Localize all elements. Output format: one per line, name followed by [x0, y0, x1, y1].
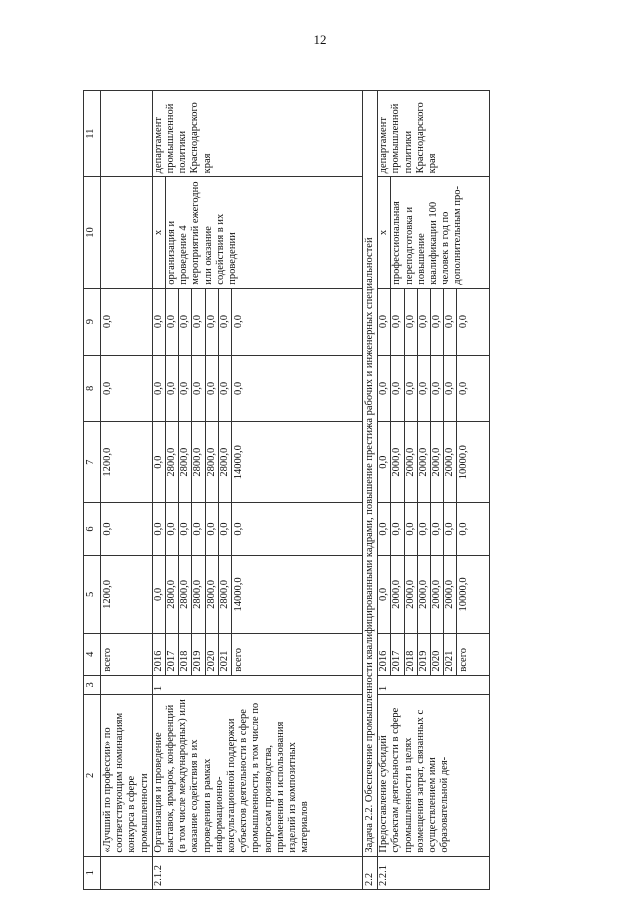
- executor-cell: департамент промышленной политики Краснодарского края: [152, 91, 362, 177]
- value-cell: 2800,0: [192, 422, 205, 503]
- value-cell: 2800,0: [179, 555, 192, 633]
- value-cell: 0,0: [431, 288, 444, 355]
- year-cell: 2017: [166, 633, 179, 675]
- page-number: 12: [313, 32, 327, 47]
- value-cell: 0,0: [232, 503, 363, 556]
- value-cell: 0,0: [457, 355, 490, 422]
- value-cell: 0,0: [166, 503, 179, 556]
- value-cell: 0,0: [166, 288, 179, 355]
- col-header: 5: [84, 555, 101, 633]
- value-cell: 0,0: [218, 355, 231, 422]
- value-cell: 0,0: [444, 503, 457, 556]
- value-cell: 2000,0: [417, 555, 430, 633]
- result-cell: профессиональная переподготовка и повышение квалификации 100 человек в год по дополнительным про-: [391, 177, 490, 288]
- value-cell: 0,0: [444, 355, 457, 422]
- value-cell: 2000,0: [404, 555, 417, 633]
- value-cell: 0,0: [205, 355, 218, 422]
- value-cell: 0,0: [457, 288, 490, 355]
- row-code: 2.1.2: [152, 856, 362, 889]
- table-row: [152, 91, 165, 890]
- value-cell: 14000,0: [232, 555, 363, 633]
- value-cell: 0,0: [378, 555, 391, 633]
- value-cell: 0,0: [205, 288, 218, 355]
- col-header: 3: [84, 675, 101, 694]
- value-cell: 1200,0: [101, 422, 153, 503]
- status-cell: 1: [152, 675, 362, 694]
- year-cell: 2018: [179, 633, 192, 675]
- value-cell: 0,0: [391, 503, 404, 556]
- value-cell: 0,0: [152, 555, 165, 633]
- value-cell: 2800,0: [205, 422, 218, 503]
- rotated-table-sheet: [83, 90, 603, 890]
- year-cell: 2021: [218, 633, 231, 675]
- task-code: 2.2: [363, 856, 378, 889]
- value-cell: 0,0: [232, 288, 363, 355]
- measure-name: Предоставление субсидий субъектам деятельности в сфере промышленности в целях возмещения затрат, связанных с осуществлением ими образовательной дея-: [378, 695, 490, 856]
- row-code: 2.2.1: [378, 856, 490, 889]
- col-header: 9: [84, 288, 101, 355]
- value-cell: 0,0: [179, 503, 192, 556]
- year-cell: 2021: [444, 633, 457, 675]
- value-cell: 2000,0: [444, 555, 457, 633]
- value-cell: 0,0: [192, 503, 205, 556]
- value-cell: 0,0: [457, 503, 490, 556]
- value-cell: 0,0: [218, 288, 231, 355]
- value-cell: 0,0: [101, 503, 153, 556]
- value-cell: 0,0: [218, 503, 231, 556]
- value-cell: 0,0: [152, 503, 165, 556]
- value-cell: 0,0: [205, 503, 218, 556]
- value-cell: 0,0: [431, 355, 444, 422]
- value-cell: 0,0: [166, 355, 179, 422]
- value-cell: 0,0: [101, 355, 153, 422]
- value-cell: 2000,0: [417, 422, 430, 503]
- value-cell: 2000,0: [391, 555, 404, 633]
- value-cell: 0,0: [152, 288, 165, 355]
- value-cell: 2000,0: [404, 422, 417, 503]
- value-cell: 0,0: [417, 503, 430, 556]
- value-cell: 0,0: [192, 355, 205, 422]
- value-cell: 2800,0: [205, 555, 218, 633]
- value-cell: 10000,0: [457, 422, 490, 503]
- value-cell: 2000,0: [444, 422, 457, 503]
- value-cell: 0,0: [179, 288, 192, 355]
- year-cell: 2019: [192, 633, 205, 675]
- value-cell: 0,0: [179, 355, 192, 422]
- year-cell: 2020: [431, 633, 444, 675]
- value-cell: 0,0: [431, 503, 444, 556]
- value-cell: 0,0: [101, 288, 153, 355]
- value-cell: 2800,0: [218, 422, 231, 503]
- program-table: [83, 90, 490, 890]
- x-mark: x: [378, 177, 391, 288]
- status-cell: 1: [378, 675, 490, 694]
- task-row: [363, 91, 378, 890]
- task-title: Задача 2.2. Обеспечение промышленности квалифицированными кадрами, повышение престижа рабочих и инженерных специальностей: [363, 91, 378, 857]
- result-cell: организация и проведение 4 мероприятий ежегодно или оказание содействия в их проведении: [166, 177, 363, 288]
- col-header: 4: [84, 633, 101, 675]
- measure-name: «Лучший по профессии» по соответствующим номинациям конкурса в сфере промышленности: [101, 695, 153, 856]
- year-cell: всего: [101, 633, 153, 675]
- value-cell: 0,0: [378, 503, 391, 556]
- value-cell: 2000,0: [431, 422, 444, 503]
- measure-name: Организация и проведение выставок, ярмарок, конференций (в том числе международных) или оказание содействия в их проведении в рамках информационно-консультационной поддержки субъектов деятельности в сфере промышленности, в том числе по вопросам производства, применения и использования изделий из композитных материалов: [152, 695, 362, 856]
- year-cell: 2016: [152, 633, 165, 675]
- value-cell: 0,0: [391, 355, 404, 422]
- year-cell: 2020: [205, 633, 218, 675]
- col-header: 1: [84, 856, 101, 889]
- value-cell: 2800,0: [218, 555, 231, 633]
- value-cell: 0,0: [378, 422, 391, 503]
- x-mark: x: [152, 177, 165, 288]
- value-cell: 2000,0: [431, 555, 444, 633]
- value-cell: 0,0: [417, 288, 430, 355]
- value-cell: 0,0: [152, 355, 165, 422]
- value-cell: 2000,0: [391, 422, 404, 503]
- year-cell: 2016: [378, 633, 391, 675]
- value-cell: 0,0: [391, 288, 404, 355]
- value-cell: 0,0: [417, 355, 430, 422]
- value-cell: 0,0: [378, 355, 391, 422]
- value-cell: 2800,0: [166, 422, 179, 503]
- value-cell: 0,0: [404, 288, 417, 355]
- value-cell: 0,0: [444, 288, 457, 355]
- year-cell: 2019: [417, 633, 430, 675]
- table-row: [101, 91, 153, 890]
- value-cell: 2800,0: [179, 422, 192, 503]
- value-cell: 0,0: [152, 422, 165, 503]
- table-row: [378, 91, 391, 890]
- col-header: 8: [84, 355, 101, 422]
- value-cell: 2800,0: [192, 555, 205, 633]
- value-cell: 14000,0: [232, 422, 363, 503]
- col-header: 6: [84, 503, 101, 556]
- value-cell: 0,0: [378, 288, 391, 355]
- value-cell: 0,0: [192, 288, 205, 355]
- value-cell: 10000,0: [457, 555, 490, 633]
- value-cell: 0,0: [404, 355, 417, 422]
- value-cell: 0,0: [404, 503, 417, 556]
- col-header: 10: [84, 177, 101, 288]
- year-cell: всего: [457, 633, 490, 675]
- col-header: 2: [84, 695, 101, 856]
- value-cell: 0,0: [232, 355, 363, 422]
- year-cell: 2018: [404, 633, 417, 675]
- year-cell: всего: [232, 633, 363, 675]
- col-header: 11: [84, 91, 101, 177]
- executor-cell: департамент промышленной политики Краснодарского края: [378, 91, 490, 177]
- value-cell: 2800,0: [166, 555, 179, 633]
- year-cell: 2017: [391, 633, 404, 675]
- header-row: [84, 91, 101, 890]
- value-cell: 1200,0: [101, 555, 153, 633]
- col-header: 7: [84, 422, 101, 503]
